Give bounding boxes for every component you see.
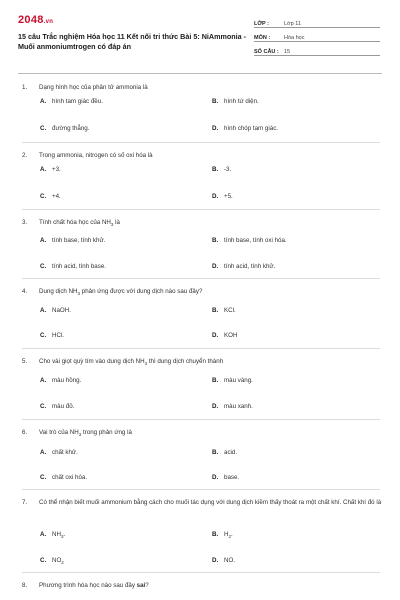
question-number: 1. <box>22 84 28 91</box>
meta-info <box>254 14 380 56</box>
logo-sub: .vn <box>43 19 54 25</box>
site-logo[interactable] <box>18 14 53 26</box>
option-d[interactable] <box>212 557 235 564</box>
option-c[interactable] <box>40 474 87 481</box>
meta-key: MÔN : <box>254 35 271 41</box>
option-a[interactable] <box>40 377 81 384</box>
option-text <box>224 377 253 384</box>
question-text <box>39 497 382 508</box>
option-label: B. <box>212 449 219 456</box>
option-label: A. <box>40 377 47 384</box>
question-text <box>39 427 382 440</box>
question-text-tail: là <box>113 219 120 226</box>
question-text: Phương trình hóa học nào sau đây <box>39 582 137 589</box>
option-text <box>52 332 64 339</box>
meta-value: Lớp 11 <box>284 21 301 27</box>
option-d[interactable] <box>212 263 275 270</box>
meta-row-count <box>254 42 380 56</box>
option-label: A. <box>40 449 47 456</box>
question-divider <box>22 572 380 573</box>
option-c[interactable] <box>40 557 64 565</box>
option-text: +3. <box>52 166 61 173</box>
option-d[interactable] <box>212 474 239 481</box>
question-text <box>39 356 382 369</box>
option-text <box>52 166 61 173</box>
option-text <box>52 263 106 270</box>
meta-row-subject <box>254 28 380 42</box>
question-1 <box>22 82 382 93</box>
option-label: A. <box>40 237 47 244</box>
option-text <box>52 377 81 384</box>
option-text <box>52 125 89 132</box>
question-2 <box>22 150 382 161</box>
option-b[interactable] <box>212 307 236 314</box>
option-text <box>224 307 236 314</box>
option-text: H <box>224 531 229 538</box>
option-text: màu xanh. <box>224 403 253 410</box>
option-c[interactable] <box>40 263 106 270</box>
question-subscript: 3 <box>77 291 81 297</box>
question-subscript: 3 <box>110 222 114 228</box>
question-text <box>39 580 382 591</box>
question-number: 6. <box>22 429 28 436</box>
option-text <box>224 125 278 132</box>
question-divider <box>22 348 380 349</box>
option-d[interactable] <box>212 193 233 200</box>
option-text: tính acid, tính base. <box>52 263 107 270</box>
option-text: NO. <box>224 557 236 564</box>
question-5 <box>22 356 382 369</box>
question-stem <box>22 356 382 369</box>
option-text <box>224 474 239 481</box>
question-number: 3. <box>22 219 28 226</box>
option-label: B. <box>212 377 219 384</box>
meta-value: 15 <box>284 49 291 55</box>
option-text: HCl. <box>52 332 65 339</box>
option-text: +4. <box>52 193 61 200</box>
option-text: màu hồng. <box>52 377 82 384</box>
option-text <box>52 307 71 314</box>
option-text <box>52 237 105 244</box>
option-c[interactable] <box>40 125 89 132</box>
option-subscript: 2 <box>228 534 231 540</box>
option-d[interactable] <box>212 332 237 339</box>
option-subscript: 2 <box>61 560 64 566</box>
option-a[interactable] <box>40 531 65 539</box>
option-text: KOH <box>224 332 238 339</box>
option-text: tính acid, tính khử. <box>224 263 276 270</box>
question-text: Có thể nhận biết muối ammonium bằng cách cho muối tác dụng với dung dịch kiềm thấy thoát ra một chất khí. Chất khí đó là <box>39 499 382 506</box>
option-label: D. <box>212 193 219 200</box>
option-text <box>52 449 78 456</box>
option-text <box>224 237 287 244</box>
option-text <box>224 531 233 539</box>
option-subscript: 3 <box>60 534 64 540</box>
question-stem <box>22 497 382 508</box>
question-4 <box>22 286 382 299</box>
option-text <box>224 263 275 270</box>
option-text: acid. <box>224 449 238 456</box>
option-text: tính base, tính khử. <box>52 237 106 244</box>
option-text: màu đỏ. <box>52 403 75 410</box>
option-text: -3. <box>224 166 232 173</box>
question-number: 8. <box>22 582 28 589</box>
option-text: KCl. <box>224 307 236 314</box>
question-subscript: 3 <box>78 432 82 438</box>
question-text <box>39 150 382 161</box>
option-text <box>52 98 103 105</box>
option-text: đường thẳng. <box>52 125 90 132</box>
question-number: 7. <box>22 499 28 506</box>
option-text: tính base, tính oxi hóa. <box>224 237 287 244</box>
question-stem <box>22 217 382 230</box>
option-d[interactable] <box>212 403 253 410</box>
option-label: C. <box>40 193 47 200</box>
question-text-tail: thì dung dịch chuyển thành <box>147 358 224 365</box>
question-stem <box>22 580 382 591</box>
option-label: D. <box>212 474 219 481</box>
option-text: chất oxi hóa. <box>52 474 88 481</box>
question-divider <box>22 142 380 143</box>
question-text: Dạng hình học của phân tử ammonia là <box>39 84 148 91</box>
option-text: màu vàng. <box>224 377 253 384</box>
meta-key: LỚP : <box>254 21 269 27</box>
option-label: B. <box>212 531 219 538</box>
option-label: D. <box>212 557 219 564</box>
question-text: Vai trò của NH <box>39 429 79 436</box>
option-label: A. <box>40 166 47 173</box>
option-b[interactable] <box>212 377 253 384</box>
question-text <box>39 82 382 93</box>
option-b[interactable] <box>212 166 231 173</box>
question-7 <box>22 497 382 508</box>
question-stem <box>22 82 382 93</box>
option-text <box>52 403 74 410</box>
option-b[interactable] <box>212 449 237 456</box>
option-b[interactable] <box>212 98 259 105</box>
option-label: B. <box>212 237 219 244</box>
option-text-tail: . <box>230 531 233 538</box>
option-text <box>52 531 65 539</box>
option-text: +5. <box>224 193 233 200</box>
question-text: Tính chất hóa học của NH <box>39 219 111 226</box>
option-text: hình chóp tam giác. <box>224 125 279 132</box>
logo-main: 2048 <box>18 14 44 26</box>
question-number: 2. <box>22 152 28 159</box>
option-text <box>224 332 237 339</box>
option-label: C. <box>40 125 47 132</box>
document-header <box>0 0 400 70</box>
option-label: C. <box>40 332 47 339</box>
question-text: Cho vài giọt quỳ tím vào dung dịch NH <box>39 358 145 365</box>
option-b[interactable] <box>212 237 287 244</box>
option-a[interactable] <box>40 307 71 314</box>
question-text-tail: phản ứng được với dung dịch nào sau đây? <box>80 288 203 295</box>
option-label: C. <box>40 263 47 270</box>
question-number: 4. <box>22 288 28 295</box>
option-a[interactable] <box>40 98 103 105</box>
option-label: A. <box>40 98 47 105</box>
option-text <box>52 193 61 200</box>
option-text <box>224 193 233 200</box>
option-label: A. <box>40 531 47 538</box>
option-text: NO <box>52 557 62 564</box>
question-stem <box>22 427 382 440</box>
option-label: B. <box>212 307 219 314</box>
option-c[interactable] <box>40 193 61 200</box>
option-label: C. <box>40 474 47 481</box>
question-6 <box>22 427 382 440</box>
question-divider <box>22 419 380 420</box>
option-label: D. <box>212 403 219 410</box>
question-text: Trong ammonia, nitrogen có số oxi hóa là <box>39 152 153 159</box>
question-text-end: ? <box>145 582 149 589</box>
question-divider <box>22 489 380 490</box>
question-stem <box>22 286 382 299</box>
option-label: A. <box>40 307 47 314</box>
option-text: chất khử. <box>52 449 78 456</box>
option-label: D. <box>212 125 219 132</box>
header-divider <box>18 73 382 74</box>
option-d[interactable] <box>212 125 278 132</box>
option-label: B. <box>212 98 219 105</box>
option-text <box>224 449 237 456</box>
question-number: 5. <box>22 358 28 365</box>
option-c[interactable] <box>40 403 74 410</box>
question-8 <box>22 580 382 591</box>
question-divider <box>22 209 380 210</box>
option-b[interactable] <box>212 531 233 539</box>
option-a[interactable] <box>40 449 78 456</box>
meta-key: SỐ CÂU : <box>254 49 279 55</box>
question-text <box>39 286 382 299</box>
option-a[interactable] <box>40 166 61 173</box>
option-text <box>52 474 87 481</box>
option-label: C. <box>40 403 47 410</box>
option-text <box>224 98 259 105</box>
option-text <box>52 557 64 565</box>
question-text-tail: trong phản ứng là <box>81 429 132 436</box>
option-text <box>224 166 231 173</box>
question-text <box>39 217 382 230</box>
question-3 <box>22 217 382 230</box>
meta-row-class <box>254 14 380 28</box>
page-title: 15 câu Trắc nghiệm Hóa học 11 Kết nối tri thức Bài 5: NiAmmonia - Muối anmoniumtrogen có đáp án <box>18 32 247 51</box>
option-text-tail: . <box>63 531 66 538</box>
meta-value: Hóa học <box>284 35 305 41</box>
option-label: B. <box>212 166 219 173</box>
option-a[interactable] <box>40 237 105 244</box>
option-text: hình tứ diện. <box>224 98 259 105</box>
option-text <box>224 403 253 410</box>
question-divider <box>22 278 380 279</box>
question-emphasis: sai <box>136 582 146 589</box>
option-label: D. <box>212 332 219 339</box>
option-text: NH <box>52 531 61 538</box>
question-text: Dung dịch NH <box>39 288 78 295</box>
option-label: D. <box>212 263 219 270</box>
question-subscript: 3 <box>144 361 148 367</box>
option-text <box>224 557 235 564</box>
option-c[interactable] <box>40 332 64 339</box>
option-text: NaOH. <box>52 307 71 314</box>
option-text: base. <box>224 474 240 481</box>
option-text: hình tam giác đều. <box>52 98 103 105</box>
question-stem <box>22 150 382 161</box>
option-label: C. <box>40 557 47 564</box>
